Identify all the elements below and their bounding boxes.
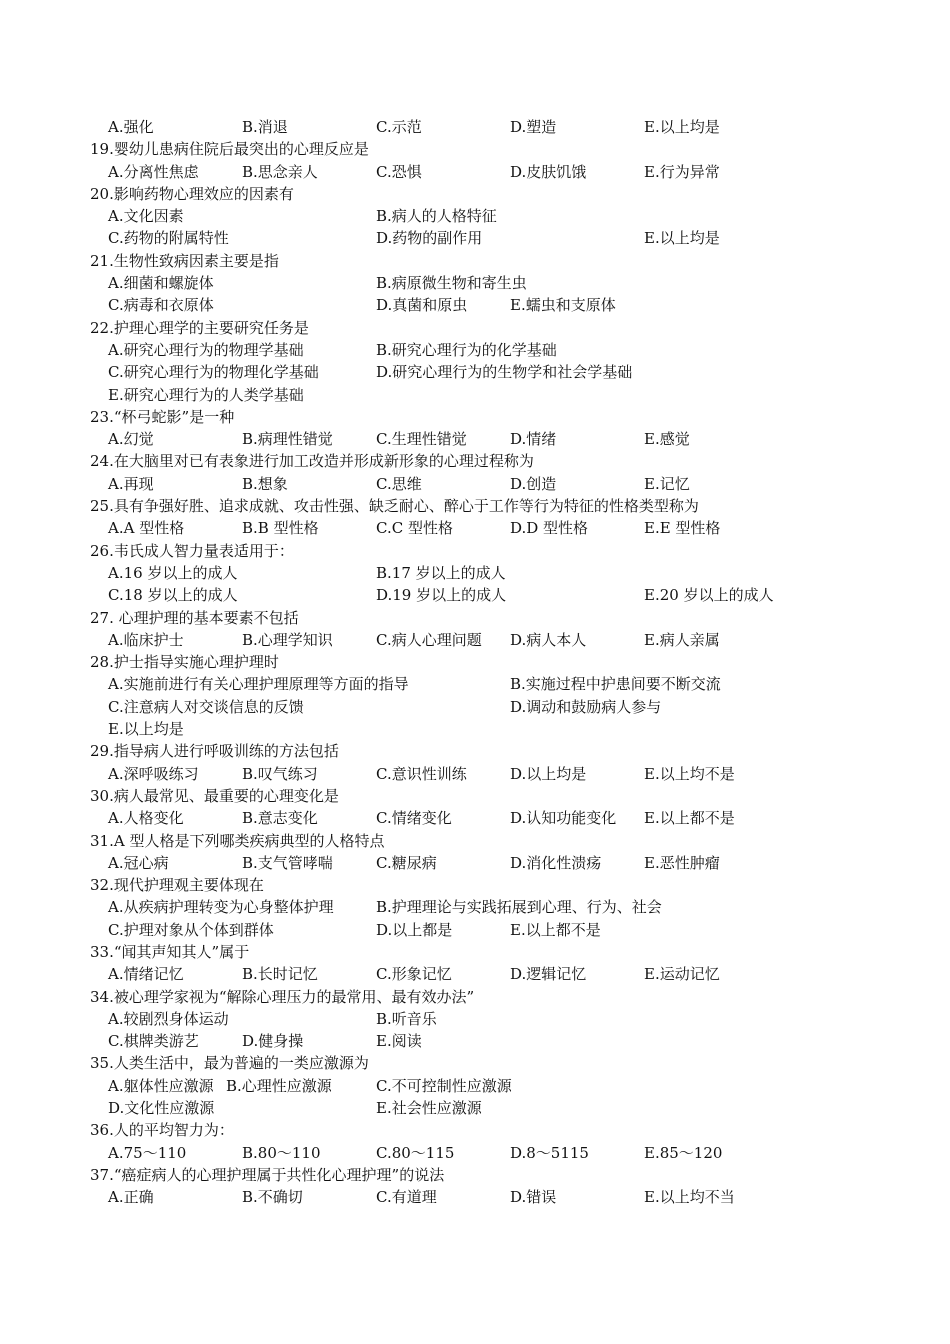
answer-option: D.调动和鼓励病人参与 [510,697,662,716]
answer-option: D.药物的副作用 [376,229,483,248]
answer-option: D.以上均是 [510,764,587,783]
question-text: 30.病人最常见、最重要的心理变化是 [90,786,339,805]
answer-option: A.细菌和螺旋体 [108,274,214,293]
options-line [0,116,950,138]
answer-option: B.病理性错觉 [242,430,333,449]
options-line [0,1142,950,1164]
answer-option: B.意志变化 [242,809,318,828]
answer-option: E.感觉 [644,430,690,449]
answer-option: A.情绪记忆 [108,965,184,984]
answer-option: A.16 岁以上的成人 [108,563,238,582]
question-text: 20.影响药物心理效应的因素有 [90,184,294,203]
answer-option: B.听音乐 [376,1009,437,1028]
answer-option: B.80～110 [242,1143,321,1162]
answer-option: B.病原微生物和寄生虫 [376,274,527,293]
question-text: 29.指导病人进行呼吸训练的方法包括 [90,742,339,761]
options-line [0,896,950,918]
answer-option: D.健身操 [242,1032,304,1051]
options-line [0,718,950,740]
answer-option: C.80～115 [376,1143,455,1162]
answer-option: A.再现 [108,474,154,493]
question-line [0,450,950,472]
options-line [0,161,950,183]
answer-option: C.病毒和衣原体 [108,296,214,315]
answer-option: E.研究心理行为的人类学基础 [108,385,304,404]
answer-option: E.行为异常 [644,162,720,181]
answer-option: A.冠心病 [108,853,169,872]
answer-option: E.运动记忆 [644,965,720,984]
question-text: 27. 心理护理的基本要素不包括 [90,608,299,627]
question-line [0,740,950,762]
options-line [0,629,950,651]
options-line [0,361,950,383]
answer-option: D.皮肤饥饿 [510,162,587,181]
answer-option: C.药物的附属特性 [108,229,229,248]
answer-option: E.20 岁以上的成人 [644,586,774,605]
answer-option: B.想象 [242,474,288,493]
options-line [0,919,950,941]
answer-option: D.病人本人 [510,630,587,649]
answer-option: A.分离性焦虑 [108,162,199,181]
answer-option: C.情绪变化 [376,809,452,828]
question-text: 35.人类生活中，最为普遍的一类应激源为 [90,1054,369,1073]
question-text: 33.“闻其声知其人”属于 [90,942,250,961]
answer-option: D.研究心理行为的生物学和社会学基础 [376,363,633,382]
answer-option: E.阅读 [376,1032,422,1051]
answer-option: A.文化因素 [108,207,184,226]
answer-option: D.逻辑记忆 [510,965,587,984]
options-line [0,517,950,539]
answer-option: D.D 型性格 [510,519,589,538]
options-line [0,384,950,406]
options-line [0,584,950,606]
answer-option: D.以上都是 [376,920,453,939]
options-line [0,428,950,450]
answer-option: C.意识性训练 [376,764,467,783]
question-text: 19.婴幼儿患病住院后最突出的心理反应是 [90,140,369,159]
question-line [0,874,950,896]
answer-option: C.形象记忆 [376,965,452,984]
options-line [0,1075,950,1097]
answer-option: C.有道理 [376,1188,437,1207]
answer-option: A.临床护士 [108,630,184,649]
options-line [0,963,950,985]
answer-option: C.示范 [376,118,422,136]
answer-option: E.以上均不当 [644,1188,735,1207]
answer-option: A.研究心理行为的物理学基础 [108,340,304,359]
question-text: 21.生物性致病因素主要是指 [90,251,279,270]
answer-option: D.消化性溃疡 [510,853,602,872]
answer-option: B.思念亲人 [242,162,318,181]
question-line [0,785,950,807]
answer-option: E.以上都不是 [510,920,601,939]
answer-option: B.17 岁以上的成人 [376,563,506,582]
question-line [0,317,950,339]
question-line [0,1119,950,1141]
question-text: 34.被心理学家视为“解除心理压力的最常用、最有效办法” [90,987,475,1006]
answer-option: B.支气管哮喘 [242,853,333,872]
options-line [0,807,950,829]
answer-option: E.社会性应激源 [376,1099,482,1118]
question-line [0,986,950,1008]
options-line [0,852,950,874]
answer-option: A.幻觉 [108,430,154,449]
answer-option: D.8～5115 [510,1143,589,1162]
question-text: 32.现代护理观主要体现在 [90,876,264,895]
answer-option: C.研究心理行为的物理化学基础 [108,363,319,382]
answer-option: C.生理性错觉 [376,430,467,449]
answer-option: D.文化性应激源 [108,1099,215,1118]
answer-option: E.以上均不是 [644,764,735,783]
question-text: 23.“杯弓蛇影”是一种 [90,407,235,426]
exam-document [0,116,950,1209]
answer-option: A.75～110 [108,1143,187,1162]
answer-option: B.叹气练习 [242,764,318,783]
question-text: 31.A 型人格是下列哪类疾病典型的人格特点 [90,831,385,850]
question-line [0,941,950,963]
answer-option: A.A 型性格 [108,519,185,538]
options-line [0,1097,950,1119]
options-line [0,562,950,584]
answer-option: E.蠕虫和支原体 [510,296,616,315]
answer-option: C.糖尿病 [376,853,437,872]
options-line [0,1030,950,1052]
answer-option: A.躯体性应激源 [108,1076,214,1095]
question-text: 22.护理心理学的主要研究任务是 [90,318,309,337]
question-line [0,1052,950,1074]
question-line [0,651,950,673]
question-line [0,830,950,852]
question-text: 37.“癌症病人的心理护理属于共性化心理护理”的说法 [90,1165,445,1184]
answer-option: E.以上均是 [108,720,184,739]
question-text: 36.人的平均智力为： [90,1121,234,1140]
answer-option: B.心理性应激源 [226,1076,332,1095]
answer-option: D.19 岁以上的成人 [376,586,507,605]
answer-option: D.塑造 [510,118,557,136]
question-line [0,607,950,629]
answer-option: C.不可控制性应激源 [376,1076,512,1095]
question-line [0,138,950,160]
answer-option: E.病人亲属 [644,630,720,649]
answer-option: B.B 型性格 [242,519,319,538]
answer-option: D.错误 [510,1188,557,1207]
answer-option: E.记忆 [644,474,690,493]
options-line [0,272,950,294]
answer-option: A.人格变化 [108,809,184,828]
options-line [0,696,950,718]
answer-option: C.18 岁以上的成人 [108,586,238,605]
answer-option: A.较剧烈身体运动 [108,1009,229,1028]
question-text: 25.具有争强好胜、追求成就、攻击性强、缺乏耐心、醉心于工作等行为特征的性格类型称为 [90,497,699,516]
options-line [0,763,950,785]
answer-option: E.恶性肿瘤 [644,853,720,872]
answer-option: D.创造 [510,474,557,493]
answer-option: B.病人的人格特征 [376,207,497,226]
options-line [0,473,950,495]
answer-option: A.深呼吸练习 [108,764,199,783]
answer-option: C.思维 [376,474,422,493]
answer-option: A.从疾病护理转变为心身整体护理 [108,898,334,917]
question-line [0,495,950,517]
answer-option: D.情绪 [510,430,557,449]
answer-option: B.心理学知识 [242,630,333,649]
options-line [0,205,950,227]
answer-option: A.实施前进行有关心理护理原理等方面的指导 [108,675,409,694]
answer-option: E.E 型性格 [644,519,721,538]
options-line [0,1008,950,1030]
question-line [0,540,950,562]
answer-option: D.认知功能变化 [510,809,617,828]
question-text: 26.韦氏成人智力量表适用于： [90,541,294,560]
answer-option: D.真菌和原虫 [376,296,468,315]
answer-option: B.消退 [242,118,288,136]
answer-option: E.以上均是 [644,229,720,248]
question-text: 24.在大脑里对已有表象进行加工改造并形成新形象的心理过程称为 [90,452,534,471]
answer-option: A.强化 [108,118,154,136]
answer-option: B.不确切 [242,1188,303,1207]
options-line [0,673,950,695]
answer-option: E.以上都不是 [644,809,735,828]
answer-option: C.病人心理问题 [376,630,482,649]
answer-option: B.实施过程中护患间要不断交流 [510,675,721,694]
answer-option: E.85～120 [644,1143,723,1162]
answer-option: C.注意病人对交谈信息的反馈 [108,697,304,716]
question-line [0,1164,950,1186]
options-line [0,339,950,361]
options-line [0,227,950,249]
options-line [0,1186,950,1208]
answer-option: B.护理理论与实践拓展到心理、行为、社会 [376,898,662,917]
question-text: 28.护士指导实施心理护理时 [90,653,279,672]
answer-option: C.恐惧 [376,162,422,181]
answer-option: C.棋牌类游艺 [108,1032,199,1051]
answer-option: B.研究心理行为的化学基础 [376,340,557,359]
question-line [0,406,950,428]
answer-option: C.护理对象从个体到群体 [108,920,274,939]
options-line [0,294,950,316]
answer-option: C.C 型性格 [376,519,453,538]
answer-option: A.正确 [108,1188,154,1207]
question-line [0,183,950,205]
question-line [0,250,950,272]
answer-option: B.长时记忆 [242,965,318,984]
answer-option: E.以上均是 [644,118,720,136]
